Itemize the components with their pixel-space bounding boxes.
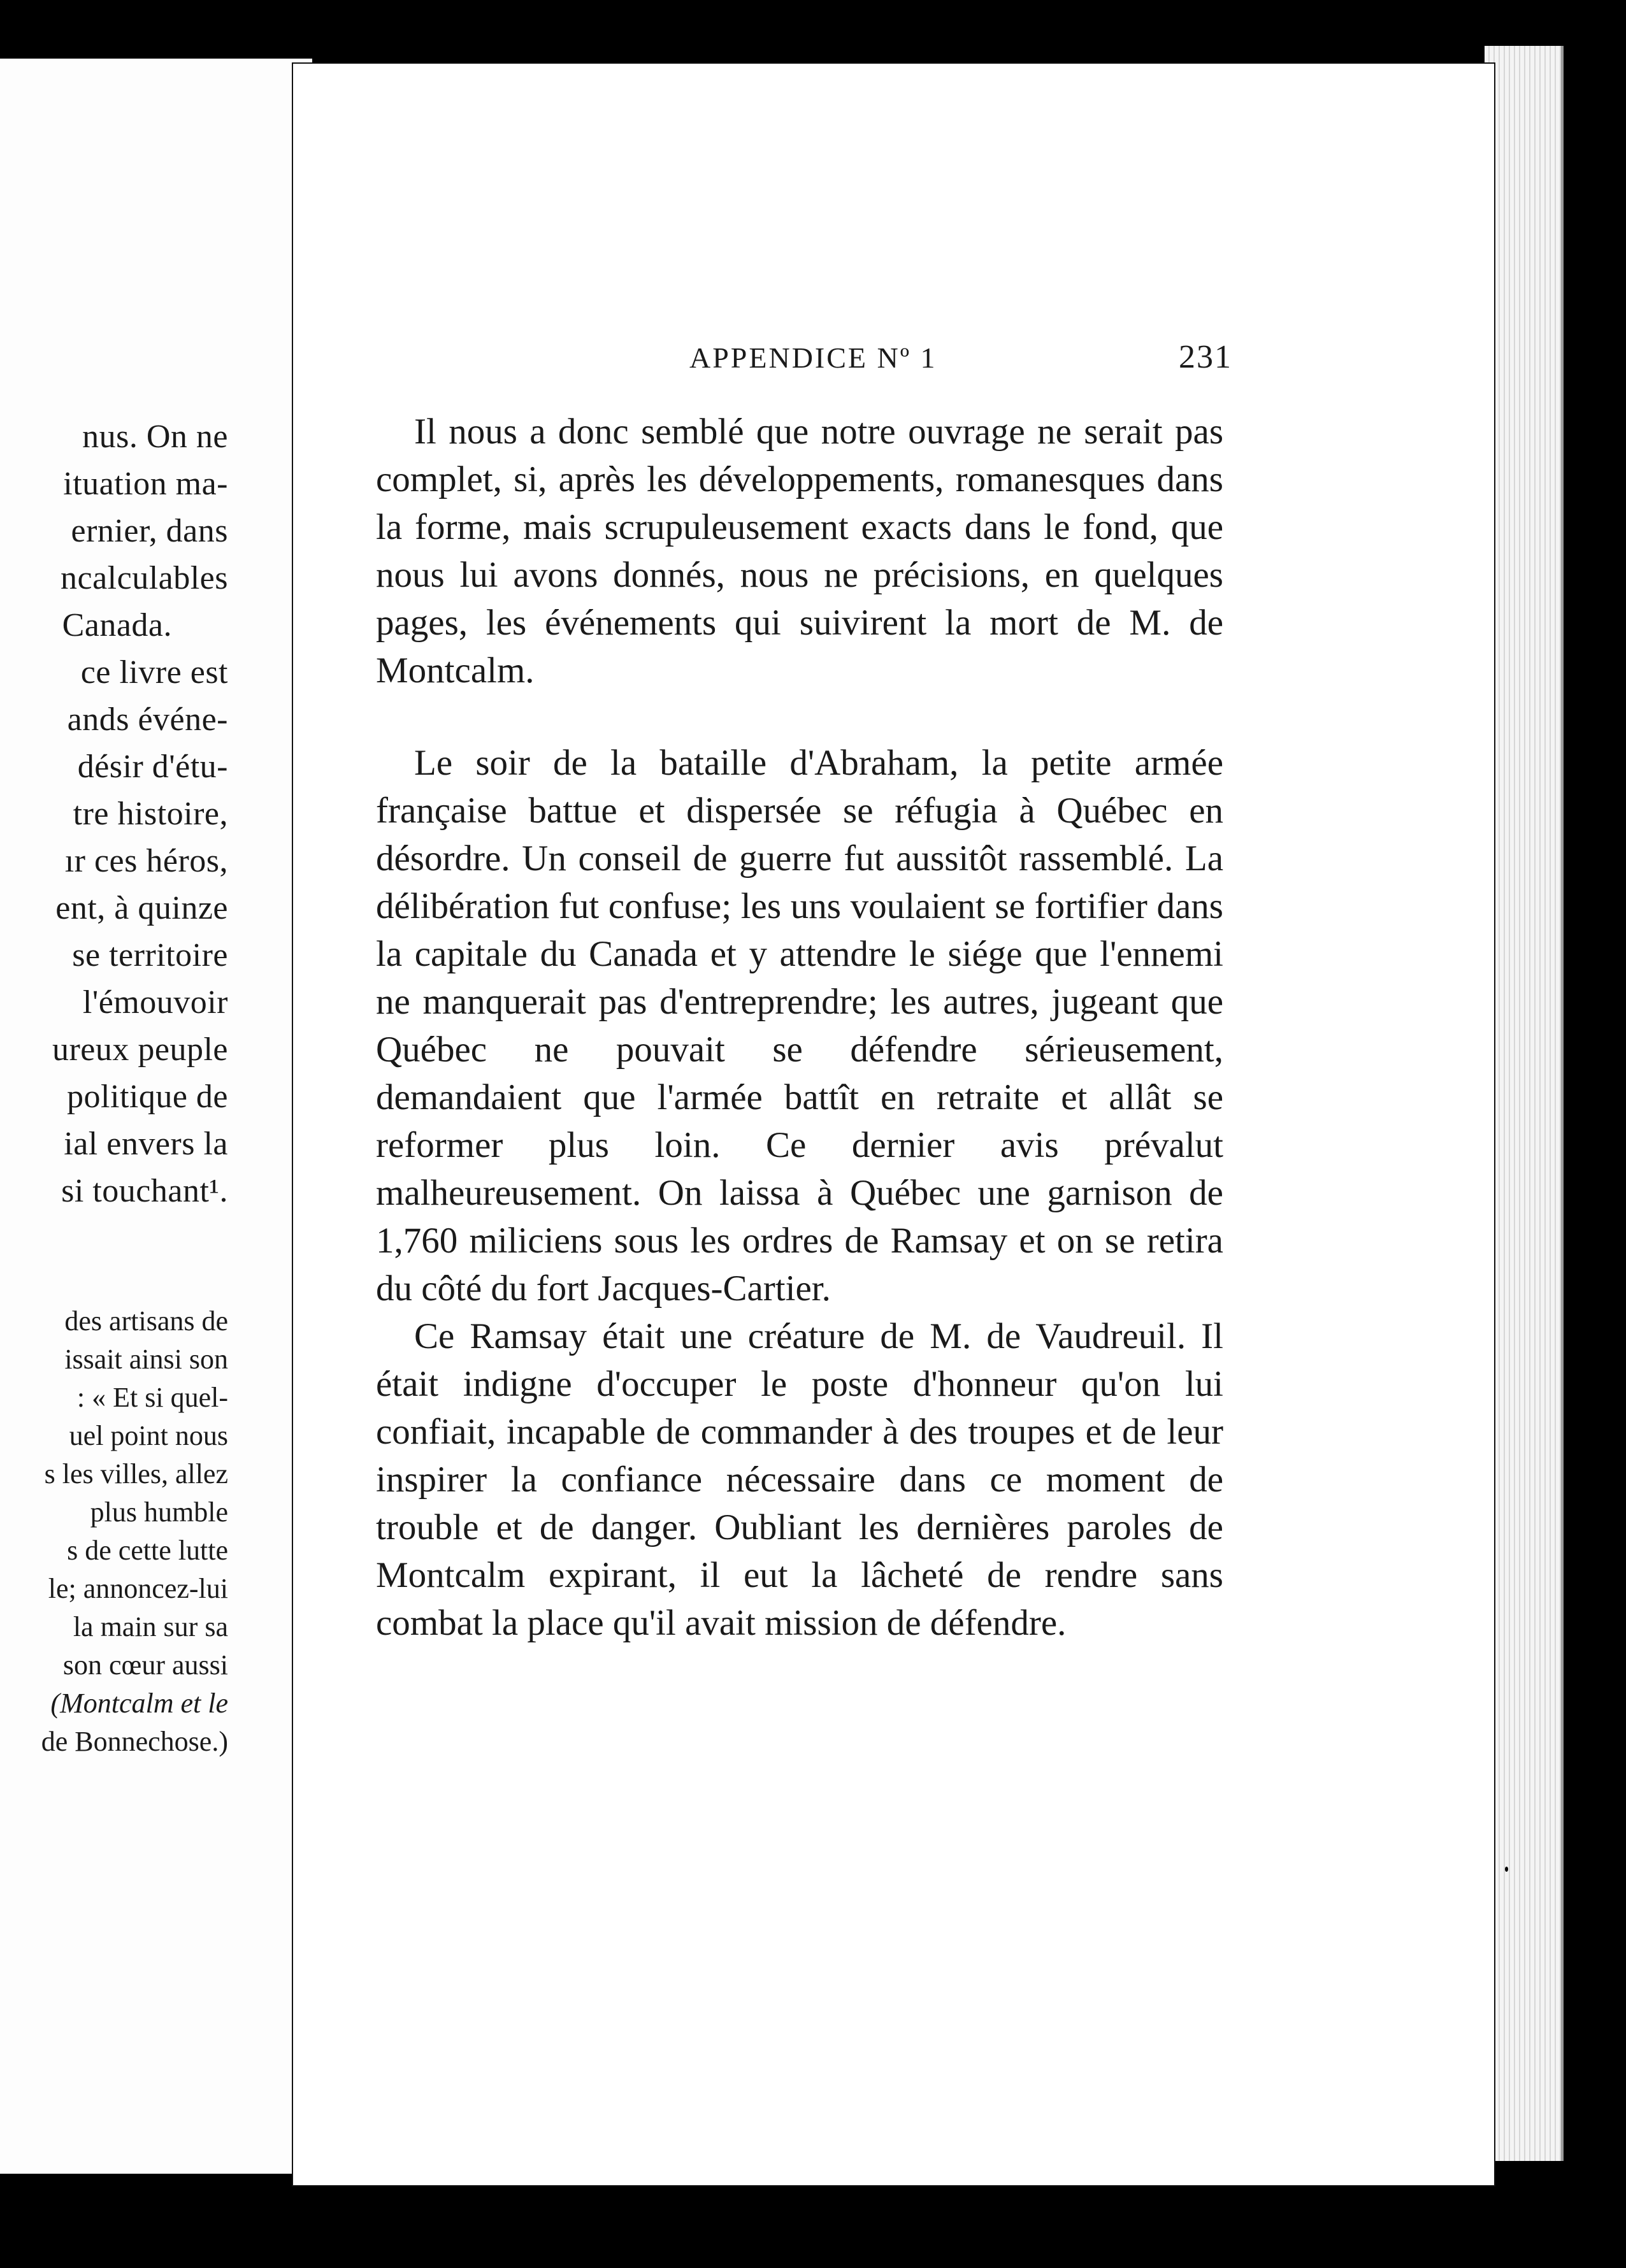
left-line: l'émouvoir bbox=[82, 984, 228, 1021]
left-footnote-line: le; annoncez-lui bbox=[48, 1573, 228, 1604]
left-line: ureux peuple bbox=[52, 1031, 228, 1068]
left-line: ır ces héros, bbox=[64, 843, 228, 879]
left-line: désir d'étu- bbox=[77, 749, 228, 785]
running-head: APPENDICE Nº 1 bbox=[689, 341, 937, 374]
left-line: ial envers la bbox=[64, 1126, 228, 1162]
scan-speck bbox=[1579, 1083, 1583, 1087]
left-footnote-line: la main sur sa bbox=[73, 1611, 228, 1642]
left-line: nus. On ne bbox=[82, 419, 228, 455]
left-line: politique de bbox=[67, 1079, 228, 1115]
left-footnote-line: des artisans de bbox=[64, 1305, 228, 1337]
left-footnote-line: s de cette lutte bbox=[67, 1535, 228, 1566]
page-edges bbox=[1485, 46, 1564, 2161]
paragraph: Le soir de la bataille d'Abraham, la petite armée française battue et dispersée se réfugia à Québec en désordre. Un conseil de guerre fut aussitôt rassemblé. La délibération fut confuse; les uns voulaient se fortifier dans la capitale du Canada et y attendre le siége que l'ennemi ne manquerait pas d'entreprendre; les autres, jugeant que Québec ne pouvait se défendre sérieusement, demandaient que l'armée battît en retraite et allât se reformer plus loin. Ce dernier avis prévalut malheureusement. On laissa à Québec une garnison de 1,760 miliciens sous les ordres de Ramsay et on se retira du côté du fort Jacques-Cartier. bbox=[376, 743, 1223, 1309]
left-line: ands événe- bbox=[67, 701, 228, 738]
left-facing-page bbox=[0, 59, 312, 2174]
body-text bbox=[376, 408, 1223, 1647]
left-footnote-line: issait ainsi son bbox=[64, 1344, 228, 1375]
paragraph: Ce Ramsay était une créature de M. de Vaudreuil. Il était indigne d'occuper le poste d'honneur qu'on lui confiait, incapable de commander à des troupes et de leur inspirer la confiance nécessaire dans ce moment de trouble et de danger. Oubliant les dernières paroles de Montcalm expirant, il eut la lâcheté de rendre sans combat la place qu'il avait mission de défendre. bbox=[376, 1316, 1223, 1643]
page-number: 231 bbox=[1179, 339, 1232, 375]
left-footnote-line: son cœur aussi bbox=[62, 1649, 228, 1681]
left-line: ncalculables bbox=[61, 560, 228, 596]
left-line: se territoire bbox=[72, 937, 228, 973]
left-line: ernier, dans bbox=[71, 513, 228, 549]
left-footnote-line: de Bonnechose.) bbox=[41, 1726, 228, 1757]
paragraph: Il nous a donc semblé que notre ouvrage ne serait pas complet, si, après les développements, romanesques dans la forme, mais scrupuleusement exacts dans le fond, que nous lui avons donnés, nous ne précisions, en quelques pages, les événements qui suivirent la mort de M. de Montcalm. bbox=[376, 412, 1223, 691]
scan-speck bbox=[1505, 1867, 1508, 1872]
left-line: ce livre est bbox=[80, 654, 228, 691]
left-line: si touchant¹. bbox=[61, 1173, 228, 1209]
left-footnote-line: uel point nous bbox=[69, 1420, 228, 1451]
left-footnote-line: plus humble bbox=[90, 1496, 228, 1528]
left-footnote-line: : « Et si quel- bbox=[76, 1382, 228, 1413]
left-line: ent, à quinze bbox=[55, 890, 228, 926]
left-line: ituation ma- bbox=[63, 466, 228, 502]
left-line: tre histoire, bbox=[73, 796, 228, 832]
left-footnote-line: s les villes, allez bbox=[44, 1458, 228, 1489]
left-line: Canada. bbox=[62, 607, 172, 643]
left-footnote-line: (Montcalm et le bbox=[50, 1688, 228, 1719]
